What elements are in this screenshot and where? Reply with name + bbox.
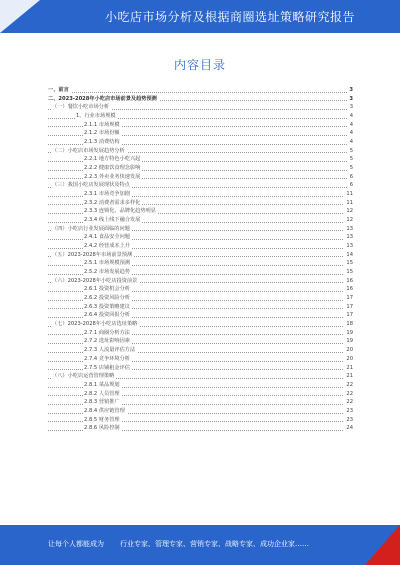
toc-entry-text: 2.8.6 风险控制 bbox=[84, 425, 120, 432]
toc-entry[interactable] bbox=[48, 225, 353, 234]
toc-entry-page: 17 bbox=[346, 312, 353, 319]
toc-entry-page: 22 bbox=[346, 381, 353, 388]
toc-entry[interactable] bbox=[48, 112, 353, 121]
toc-entry-text: 2.2.1 地方特色小吃兴起 bbox=[84, 156, 141, 163]
toc-entry-page: 5 bbox=[349, 165, 353, 172]
toc-entry[interactable] bbox=[48, 233, 353, 242]
toc-entry-text: 2.6.3 投资策略建议 bbox=[84, 303, 130, 310]
toc-entry-page: 13 bbox=[346, 234, 353, 241]
toc-entry-text: （二）小吃店市场发展趋势分析 bbox=[52, 147, 125, 154]
toc-entry[interactable] bbox=[48, 424, 353, 433]
toc-entry[interactable] bbox=[48, 86, 353, 95]
toc-entry[interactable] bbox=[48, 381, 353, 390]
toc-entry[interactable] bbox=[48, 268, 353, 277]
header-corner-decoration bbox=[0, 0, 40, 33]
toc-entry[interactable] bbox=[48, 285, 353, 294]
toc-entry-page: 3 bbox=[349, 87, 353, 93]
footer-bar bbox=[0, 525, 400, 565]
toc-entry-text: 2.5.1 市场规模预测 bbox=[84, 260, 130, 267]
toc-entry-page: 5 bbox=[349, 147, 353, 154]
toc-entry[interactable] bbox=[48, 155, 353, 164]
toc-entry[interactable] bbox=[48, 390, 353, 399]
toc-entry-page: 20 bbox=[346, 347, 353, 354]
toc-entry[interactable] bbox=[48, 277, 353, 286]
toc-entry-page: 11 bbox=[346, 191, 353, 198]
toc-entry-page: 23 bbox=[346, 416, 353, 423]
toc-entry-text: 2.7.4 竞争环境分析 bbox=[84, 355, 130, 362]
toc-entry-text: 2.8.5 财务管理 bbox=[84, 416, 120, 423]
toc-entry-page: 19 bbox=[346, 338, 353, 345]
toc-entry-text: 2.3.4 线上线下融合发展 bbox=[84, 217, 141, 224]
toc-entry-page: 21 bbox=[346, 364, 353, 371]
toc-entry-page: 15 bbox=[346, 260, 353, 267]
toc-leader-dots bbox=[48, 92, 347, 93]
toc-entry[interactable] bbox=[48, 147, 353, 156]
toc-entry-page: 13 bbox=[346, 243, 353, 250]
toc-entry-page: 12 bbox=[346, 208, 353, 215]
toc-entry-text: 2.8.1 菜品规划 bbox=[84, 381, 120, 388]
toc-entry[interactable] bbox=[48, 251, 353, 260]
toc-entry[interactable] bbox=[48, 207, 353, 216]
toc-entry[interactable] bbox=[48, 216, 353, 225]
toc-entry-page: 4 bbox=[349, 113, 353, 120]
toc-entry-text: （一）餐饮小吃市场分析 bbox=[52, 104, 110, 111]
toc-entry-text: 2.1.2 市场份额 bbox=[84, 130, 120, 137]
toc-entry-page: 6 bbox=[349, 182, 353, 189]
toc-entry[interactable] bbox=[48, 311, 353, 320]
toc-entry-page: 17 bbox=[346, 295, 353, 302]
toc-entry-text: 2.1.1 市场规模 bbox=[84, 121, 120, 128]
toc-entry-text: 1、行业市场规模 bbox=[76, 113, 116, 120]
toc-entry[interactable] bbox=[48, 294, 353, 303]
toc-entry[interactable] bbox=[48, 173, 353, 182]
toc-entry-text: 2.2.2 健康饮食理念影响 bbox=[84, 165, 141, 172]
toc-entry-page: 23 bbox=[346, 407, 353, 414]
toc-entry-text: （四）小吃店行业发展面临的问题 bbox=[52, 225, 130, 232]
toc-entry-text: 二、2023-2028年小吃店市场前景及趋势预测 bbox=[48, 95, 157, 102]
toc-entry-text: 2.6.1 投资机会分析 bbox=[84, 286, 130, 293]
toc-entry-page: 4 bbox=[349, 121, 353, 128]
header-bar bbox=[0, 0, 400, 33]
report-title: 小吃店市场分析及根据商圈选址策略研究报告 bbox=[104, 10, 355, 24]
toc-entry-text: 2.7.3 人流量评估方法 bbox=[84, 347, 136, 354]
toc-entry-text: 2.4.2 经营成本上升 bbox=[84, 243, 130, 250]
toc-entry-page: 20 bbox=[346, 355, 353, 362]
toc-entry-text: 2.1.3 消费结构 bbox=[84, 139, 120, 146]
footer-slogan-right: 行业专家、管理专家、营销专家、战略专家、成功企业家…… bbox=[120, 540, 309, 548]
toc-entry-text: 2.3.2 消费者需求多样化 bbox=[84, 199, 141, 206]
table-of-contents bbox=[48, 86, 353, 433]
toc-entry[interactable] bbox=[48, 259, 353, 268]
toc-entry-text: 2.7.5 店铺租金评估 bbox=[84, 364, 130, 371]
toc-entry-text: （八）小吃店运营管理策略 bbox=[52, 373, 115, 380]
toc-entry-text: 2.3.1 市场竞争加剧 bbox=[84, 191, 130, 198]
toc-entry-text: 2.8.4 供应链管理 bbox=[84, 407, 125, 414]
toc-entry-text: 2.3.3 连锁化、品牌化趋势明显 bbox=[84, 208, 156, 215]
toc-entry[interactable] bbox=[48, 416, 353, 425]
toc-entry-page: 22 bbox=[346, 390, 353, 397]
toc-entry[interactable] bbox=[48, 329, 353, 338]
toc-entry-text: 2.8.2 人员管理 bbox=[84, 390, 120, 397]
toc-entry-page: 16 bbox=[346, 277, 353, 284]
toc-entry-page: 5 bbox=[349, 156, 353, 163]
toc-entry-page: 22 bbox=[346, 399, 353, 406]
toc-entry-page: 16 bbox=[346, 286, 353, 293]
toc-entry[interactable] bbox=[48, 121, 353, 130]
toc-entry[interactable] bbox=[48, 138, 353, 147]
toc-entry[interactable] bbox=[48, 242, 353, 251]
toc-entry-page: 3 bbox=[349, 104, 353, 111]
toc-entry[interactable] bbox=[48, 199, 353, 208]
toc-entry-page: 4 bbox=[349, 130, 353, 137]
toc-entry-page: 12 bbox=[346, 217, 353, 224]
toc-entry[interactable] bbox=[48, 103, 353, 112]
toc-entry-page: 14 bbox=[346, 251, 353, 258]
toc-entry-page: 18 bbox=[346, 321, 353, 328]
toc-entry-text: 2.5.2 市场发展趋势 bbox=[84, 269, 130, 276]
toc-entry[interactable] bbox=[48, 364, 353, 373]
toc-entry[interactable] bbox=[48, 129, 353, 138]
toc-entry[interactable] bbox=[48, 372, 353, 381]
toc-entry-page: 3 bbox=[349, 95, 353, 102]
toc-entry-page: 24 bbox=[346, 425, 353, 432]
toc-entry-text: 一、前言 bbox=[48, 87, 69, 93]
toc-entry-page: 6 bbox=[349, 173, 353, 180]
toc-entry-text: 2.6.4 投资回报分析 bbox=[84, 312, 130, 319]
toc-entry-text: 2.6.2 投资风险分析 bbox=[84, 295, 130, 302]
toc-heading: 内容目录 bbox=[173, 58, 226, 72]
toc-entry[interactable] bbox=[48, 407, 353, 416]
toc-entry-page: 13 bbox=[346, 225, 353, 232]
toc-entry-page: 4 bbox=[349, 139, 353, 146]
toc-entry[interactable] bbox=[48, 398, 353, 407]
toc-entry-text: 2.7.1 商圈分析方法 bbox=[84, 329, 130, 336]
toc-entry[interactable] bbox=[48, 303, 353, 312]
footer-corner-decoration bbox=[365, 525, 400, 565]
toc-entry[interactable] bbox=[48, 320, 353, 329]
toc-entry[interactable] bbox=[48, 95, 353, 104]
toc-entry-text: （五）2023-2028年市场前景预测 bbox=[52, 251, 133, 258]
toc-entry-text: 2.2.3 外卖业务快速发展 bbox=[84, 173, 141, 180]
toc-entry[interactable] bbox=[48, 355, 353, 364]
toc-entry-text: （三）我国小吃店发展现状及特点 bbox=[52, 182, 130, 189]
toc-entry-page: 19 bbox=[346, 329, 353, 336]
toc-entry-page: 21 bbox=[346, 373, 353, 380]
toc-entry-text: （六）2023-2028年小吃店投资前景 bbox=[52, 277, 138, 284]
toc-entry-text: 2.4.1 食品安全问题 bbox=[84, 234, 130, 241]
toc-entry[interactable] bbox=[48, 190, 353, 199]
toc-entry[interactable] bbox=[48, 164, 353, 173]
toc-entry-page: 15 bbox=[346, 269, 353, 276]
toc-entry-page: 11 bbox=[346, 199, 353, 206]
toc-entry[interactable] bbox=[48, 337, 353, 346]
toc-entry-text: （七）2023-2028年小吃店选址策略 bbox=[52, 321, 138, 328]
toc-entry-text: 2.7.2 选址影响因素 bbox=[84, 338, 130, 345]
footer-slogan-left: 让每个人都能成为 bbox=[48, 540, 104, 548]
toc-entry-text: 2.8.3 营销推广 bbox=[84, 399, 120, 406]
toc-entry[interactable] bbox=[48, 346, 353, 355]
toc-entry-page: 17 bbox=[346, 303, 353, 310]
toc-entry[interactable] bbox=[48, 181, 353, 190]
